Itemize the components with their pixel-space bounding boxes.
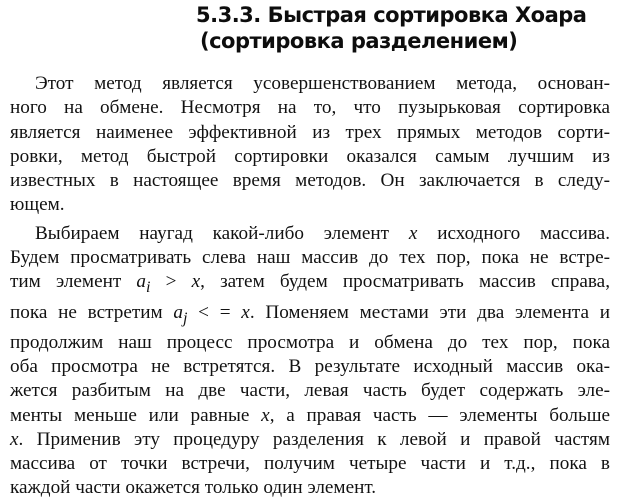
text-line [10,301,610,331]
section-heading [196,2,616,54]
body-text [10,72,610,501]
text-fragment: , затем будем просматривать массив справа, [200,271,610,293]
text-fragment: , а правая часть — элементы больше [269,404,610,426]
variable-x: x [191,271,201,293]
text-line: продолжим наш процесс просмотра и обмена до тех пор, пока [10,331,610,353]
text-fragment: > [150,271,192,293]
text-fragment: исходного массива. [417,222,610,244]
paragraph-algorithm [10,222,610,501]
variable-x: x [241,301,250,323]
text-fragment: пока не встретим [10,301,174,323]
text-line: является наименее эффективной из трех прямых методов сорти- [10,121,610,143]
text-line: Будем просматривать слева наш массив до тех пор, пока не встре- [10,247,610,269]
text-fragment: тим элемент [10,271,137,293]
text-line: массива от точки встречи, получим четыре части и т.д., пока в [10,453,610,475]
text-line [10,270,610,300]
text-line [10,404,610,428]
variable-x: x [408,222,418,244]
variable-a-j [173,301,188,327]
text-line: каждой части окажется только один элемент. [10,477,377,499]
text-fragment: . Применив эту процедуру разделения к левой и правой частям [18,428,610,450]
text-fragment: < = [187,301,242,323]
text-line: жется разбитым на две части, левая часть будет содержать эле- [10,380,610,402]
variable-x: x [10,428,19,450]
text-line: ровки, метод быстрой сортировки оказался самым лучшим из [10,145,610,167]
variable-a-i [136,271,151,297]
text-line: известных в настоящее время методов. Он заключается в следу- [10,170,610,192]
text-line: Этот метод является усовершенствованием метода, основан- [35,73,610,94]
text-line: ного на обмене. Несмотря на то, что пузырьковая сортировка [10,97,610,119]
text-fragment: . Поменяем местами эти два элемента и [249,301,610,323]
variable-a: a [136,271,146,293]
subscript-j: j [182,309,188,327]
text-fragment: менты меньше или равные [10,404,262,426]
text-line [10,428,610,452]
section-subtitle: (сортировка разделением) [200,29,518,53]
text-line: оба просмотра не встретятся. В результате исходный массив ока- [10,355,610,377]
subscript-i: i [146,279,151,297]
variable-x: x [261,404,270,426]
text-fragment: Выбираем наугад какой-либо элемент [35,222,409,244]
paragraph-intro [10,72,610,218]
section-title: 5.3.3. Быстрая сортировка Хоара [196,3,587,27]
text-line: ющем. [10,194,65,216]
text-line [10,222,610,246]
variable-a: a [173,301,183,323]
